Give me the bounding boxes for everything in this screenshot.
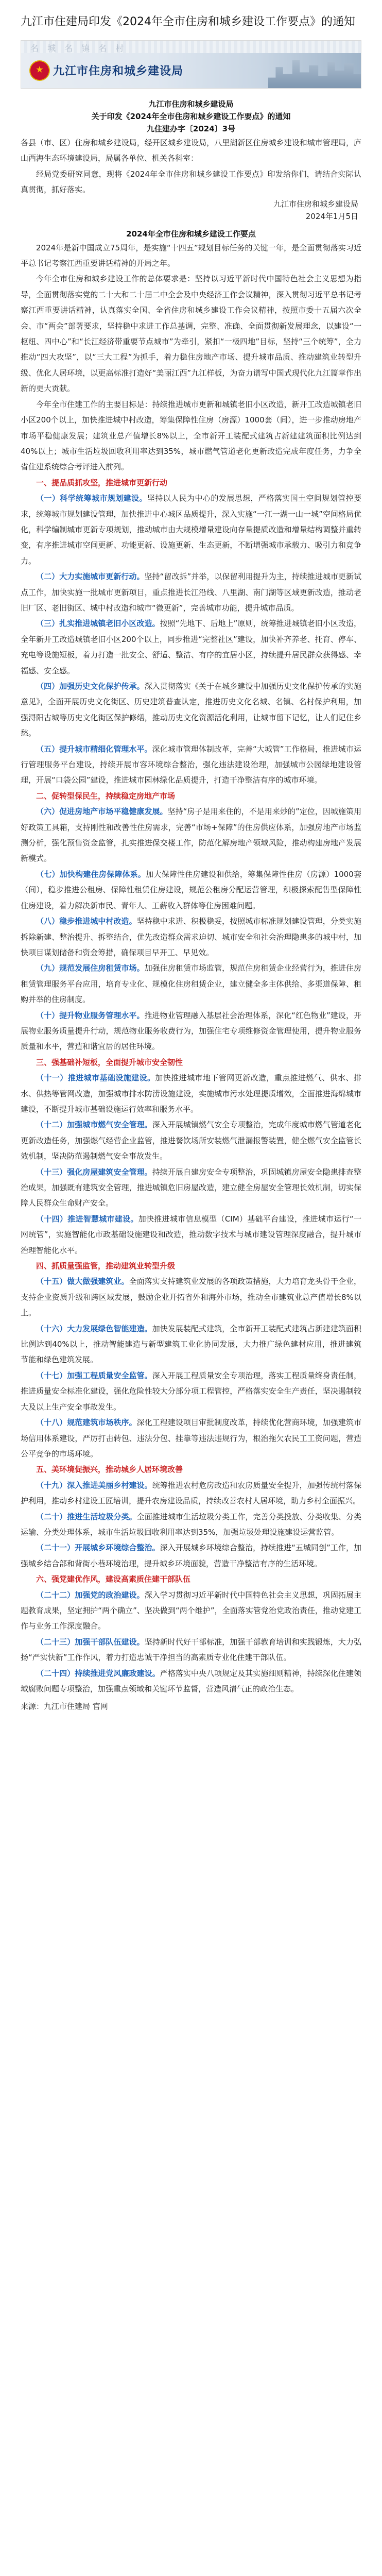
work-item-label: （十二）加强城市燃气安全管理。	[36, 1120, 152, 1130]
work-item-paragraph	[21, 1415, 361, 1462]
work-item-label: （二）大力实施城市更新行动。	[36, 572, 145, 582]
work-item-label: （二十一）开展城乡环境综合整治。	[36, 1543, 160, 1553]
work-item-text: 坚持稳中求进、积极稳妥，按照城市标准规划建设管理，分类实施拆除新建、整治提升、拆整结合，优先改造群众需求迫切、城市安全和社会治理隐患多的城中村，加快项目谋划储备和资金筹措，确保项目早开工、早见效。	[21, 917, 361, 957]
notice-doc-no: 九住建办字〔2024〕3号	[146, 124, 236, 133]
work-item-text: 按照“先地下、后地上”原则，统筹推进城镇老旧小区改造，全年新开工改造城镇老旧小区200个以上，同步推进“完整社区”建设，加快补齐养老、托育、停车、充电等设施短板，着力打造一批安全、舒适、整洁、有序的宜居小区，持续提升居民群众获得感、幸福感、安全感。	[21, 619, 361, 675]
section-heading: 三、强基础补短板，全面提升城市安全韧性	[36, 1057, 183, 1067]
banner-deco-text: 名 城 名 镇 名 村	[30, 43, 127, 53]
work-item-label: （十七）加强工程质量安全监管。	[36, 1370, 152, 1380]
work-item-paragraph	[21, 804, 361, 867]
notice-body: 经局党委研究同意，现将《2024年全市住房和城乡建设工作要点》印发给你们，请结合实际认真贯彻，抓好落实。	[21, 169, 361, 195]
work-item-paragraph	[21, 1478, 361, 1509]
section-heading: 四、抓质量强监管，推动建筑业转型升级	[36, 1261, 176, 1271]
work-item-label: （十六）大力发展绿色智能建造。	[36, 1324, 152, 1333]
work-item-paragraph	[21, 913, 361, 960]
document-body	[21, 40, 361, 1714]
work-item-paragraph	[21, 1587, 361, 1634]
work-item-paragraph	[21, 867, 361, 913]
intro-paragraph: 2024年是新中国成立75周年，是实施“十四五”规划目标任务的关键一年，是全面贯彻落实习近平总书记考察江西重要讲话精神的开局之年。	[21, 243, 361, 268]
notice-title: 关于印发《2024年全市住房和城乡建设工作要点》的通知	[91, 112, 291, 121]
work-item-text: 统筹推进农村危房改造和农房质量安全提升，加强传统村落保护利用，推动乡村建设工匠培训，提升农房建设品质，持续改善农村人居环境，助力乡村全面振兴。	[21, 1480, 361, 1506]
work-item-label: （二十四）持续推进党风廉政建设。	[36, 1668, 160, 1678]
work-item-label: （四）加强历史文化保护传承。	[36, 682, 145, 691]
work-item-paragraph	[21, 1368, 361, 1415]
work-item-text: 坚持新时代好干部标准，加强干部教育培训和实践锻炼，大力弘扬“严实快新”工作作风，着力打造忠诚干净担当的高素质专业化住建干部队伍。	[21, 1637, 361, 1663]
work-item-paragraph	[21, 616, 361, 679]
section-3-items	[21, 1070, 361, 1258]
work-item-text: 深入学习贯彻习近平新时代中国特色社会主义思想，巩固拓展主题教育成果，坚定拥护“两个确立”、坚决做到“两个维护”，全面落实管党治党政治责任，推动党建工作与业务工作深度融合。	[21, 1590, 361, 1631]
work-item-text: 深入开展工程质量安全专项治理，落实工程质量终身责任制，推进质量安全标准化建设，强化危险性较大分部分项工程管控，严格落实安全生产责任，坚决遏制较大及以上生产安全事故发生。	[21, 1370, 361, 1412]
section-4-items	[21, 1274, 361, 1462]
section-heading: 五、美环境促振兴，推动城乡人居环境改善	[36, 1465, 183, 1475]
work-item-text: 深入开展城镇燃气安全专项整治，完成年度城市燃气管道老化更新改造任务，加强燃气经营企业监管，推进餐饮场所安装燃气泄漏报警装置，健全燃气安全监管长效机制，坚决防范遏制燃气安全事故发生。	[21, 1120, 361, 1161]
work-item-paragraph	[21, 1321, 361, 1368]
work-item-paragraph	[21, 741, 361, 788]
section-1-items	[21, 490, 361, 788]
section-heading: 六、强党建优作风，建设高素质住建干部队伍	[36, 1574, 191, 1584]
work-item-paragraph	[21, 1634, 361, 1666]
section-6-items	[21, 1587, 361, 1697]
work-item-text: 坚持“留改拆”并举，以保留利用提升为主，持续推进城市更新试点工作，加快实施一批城市更新项目，重点推进长江沿线、八里湖、南门湖等区域更新改造，推动老旧厂区、老旧街区、城中村改造和城市“微更新”，完善城市功能，提升城市品质。	[21, 572, 361, 613]
work-item-label: （十五）做大做强建筑业。	[36, 1277, 129, 1286]
work-item-text: 持续开展自建房安全专项整治，巩固城镇房屋安全隐患排查整治成果，加强既有建筑安全管理，推进城镇危旧房屋改造，建立健全房屋安全管理长效机制，切实保障人民群众生命财产安全。	[21, 1167, 361, 1208]
section-5-items	[21, 1478, 361, 1571]
work-item-paragraph	[21, 1008, 361, 1055]
work-item-label: （八）稳步推进城中村改造。	[36, 917, 137, 926]
work-item-text: 加快发展装配式建筑，全市新开工装配式建筑占新建建筑面积比例达到40%以上，推动智能建造与新型建筑工业化协同发展，大力推广绿色建材应用，推进建筑节能和绿色建筑发展。	[21, 1324, 361, 1365]
work-item-label: （二十）推进生活垃圾分类。	[36, 1512, 137, 1521]
work-item-paragraph	[21, 960, 361, 1007]
points-title: 2024年全市住房和城乡建设工作要点	[126, 229, 256, 239]
section-heading: 一、提品质抓攻坚，推进城市更新行动	[36, 478, 168, 487]
notice-signer: 九江市住房和城乡建设局	[273, 199, 358, 209]
source-line: 来源：九江市住建局 官网	[21, 1702, 108, 1711]
work-item-text: 加大保障性住房建设和供给，筹集保障性住房（房源）1000套（间），稳步推进公租房、保障性租赁住房建设，规范公租房分配运营管理，积极探索配售型保障性住房建设，着力解决新市民、青年人、工薪收入群体等住房困难问题。	[21, 869, 361, 910]
national-emblem-icon	[29, 60, 50, 81]
work-item-text: 全面落实支持建筑业发展的各项政策措施，大力培育龙头骨干企业，支持企业资质升级和跨区域发展，鼓励企业开拓省外和海外市场，推动全市建筑业总产值增长8%以上。	[21, 1277, 361, 1318]
work-item-label: （十）提升物业服务管理水平。	[36, 1010, 145, 1020]
work-item-label: （五）提升城市精细化管理水平。	[36, 744, 152, 754]
work-item-paragraph	[21, 1070, 361, 1117]
work-item-label: （九）规范发展住房租赁市场。	[36, 963, 145, 973]
work-item-label: （十九）深入推进美丽乡村建设。	[36, 1480, 152, 1490]
work-item-label: （一）科学统筹城市规划建设。	[36, 494, 147, 503]
work-item-text: 严格落实中央八项规定及其实施细则精神，持续深化住建领域腐败问题专项整治，加强重点领域和关键环节监督，营造风清气正的政治生态。	[21, 1668, 361, 1693]
work-item-paragraph	[21, 1211, 361, 1258]
notice-date: 2024年1月5日	[305, 211, 358, 221]
work-item-paragraph	[21, 490, 361, 569]
work-item-text: 坚持“房子是用来住的，不是用来炒的”定位，因城施策用好政策工具箱，支持刚性和改善性住房需求，完善“市场+保障”的住房供应体系，加强房地产市场监测分析，强化预售资金监管，扎实推进保交楼工作，防范化解房地产领域风险，推动构建房地产发展新模式。	[21, 807, 361, 863]
work-item-label: （十四）推进智慧城市建设。	[36, 1214, 138, 1224]
banner-org-name: 九江市住房和城乡建设局	[53, 65, 184, 78]
work-item-paragraph	[21, 679, 361, 741]
work-item-label: （十一）推进城市基础设施建设。	[36, 1073, 155, 1083]
work-item-paragraph	[21, 1117, 361, 1164]
work-item-label: （七）加快构建住房保障体系。	[36, 869, 146, 879]
work-item-paragraph	[21, 1164, 361, 1211]
work-item-paragraph	[21, 1274, 361, 1320]
work-item-text: 加强住房租赁市场监管，规范住房租赁企业经营行为，推进住房租赁管理服务平台应用，培育专业化、规模化住房租赁企业，建立健全多主体供给、多渠道保障、租购并举的住房制度。	[21, 963, 361, 1005]
article-title: 九江市住建局印发《2024年全市住房和城乡建设工作要点》的通知	[21, 15, 355, 28]
work-item-label: （十八）规范建筑市场秩序。	[36, 1418, 137, 1428]
notice-org: 九江市住房和城乡建设局	[148, 99, 234, 109]
work-item-text: 深入开展城乡环境综合整治，持续推进“五城同创”工作，加强城乡结合部和背街小巷环境治理，提升城乡环境面貌，营造干净整洁有序的生活环境。	[21, 1543, 361, 1568]
intro-paragraph: 今年全市住房和城乡建设工作的总体要求是：坚持以习近平新时代中国特色社会主义思想为指导，全面贯彻落实党的二十大和二十届二中全会及中央经济工作会议精神，深入贯彻习近平总书记考察江西重要讲话精神，认真落实全国、全省住房和城乡建设工作会议精神，按照市委十五届六次全会、市“两会”部署要求，坚持稳中求进工作总基调，完整、准确、全面贯彻新发展理念，以建设“一枢纽、四中心”和“长江经济带重要节点城市”为牵引，紧扣“一极四地”目标，坚持“三个统筹”，全力推动“四大攻坚”，以“三大工程”为抓手，着力稳住房地产市场、提升城市品质、推动建筑业转型升级、优化人居环境，以更高标准打造好“美丽江西”九江样板，为奋力谱写中国式现代化九江篇章作出新的更大贡献。	[21, 274, 361, 394]
section-heading: 二、促转型保民生，持续稳定房地产市场	[36, 791, 176, 801]
work-item-label: （十三）强化房屋建筑安全管理。	[36, 1167, 152, 1177]
work-item-text: 坚持以人民为中心的发展思想，严格落实国土空间规划管控要求，统筹城市规划建设管理，加快推进中心城区品质提升，深入实施“一江一湖一山一城”空间格局优化，科学编制城市更新专项规划，推动城市由大规模增量建设向存量提质改造和增量结构调整并重转变，有序推进城市空间更新、功能更新、设施更新、生态更新，不断增强城市承载力、吸引力和竞争力。	[21, 494, 361, 566]
work-item-text: 加快推进城市信息模型（CIM）基础平台建设，推进城市运行“一网统管”，实施智能化市政基础设施建设和改造，推动数字技术与城市建设管理深度融合，提升城市治理智能化水平。	[21, 1214, 361, 1255]
work-item-paragraph	[21, 1666, 361, 1697]
header-banner	[21, 40, 361, 89]
work-item-label: （三）扎实推进城镇老旧小区改造。	[36, 619, 160, 629]
notice-addressee: 各县（市、区）住房和城乡建设局，经开区城乡建设局，八里湖新区住房城乡建设和城市管理局，庐山西海生态环境建设局，局属各单位、机关各科室：	[21, 138, 361, 163]
work-item-paragraph	[21, 569, 361, 616]
work-item-text: 全面推进城市生活垃圾分类工作，完善分类投放、分类收集、分类运输、分类处理体系，城市生活垃圾回收利用率达到35%，加强垃圾处理设施建设运营监管。	[21, 1512, 361, 1537]
section-2-items	[21, 804, 361, 1055]
work-item-text: 深化工程建设项目审批制度改革，持续优化营商环境，加强建筑市场信用体系建设，严厉打击转包、违法分包、挂靠等违法违规行为，根治拖欠农民工工资问题，营造公平竞争的市场环境。	[21, 1418, 361, 1459]
work-item-text: 深入贯彻落实《关于在城乡建设中加强历史文化保护传承的实施意见》，全面开展历史文化街区、历史建筑普查认定，推进历史文化名城、名镇、名村保护利用，加强浔阳古城等历史文化街区保护修缮，推动历史文化资源活化利用，让城市留下记忆，让人们记住乡愁。	[21, 682, 361, 738]
city-skyline-image	[268, 53, 361, 88]
work-item-paragraph	[21, 1509, 361, 1540]
work-item-text: 加快推进城市地下管网更新改造，重点推进燃气、供水、排水、供热等管网改造，加强城市排水防涝设施建设，实施城市污水处理提质增效，全面推进海绵城市建设，不断提升城市基础设施运行效率和服务水平。	[21, 1073, 361, 1114]
work-item-label: （二十三）加强干部队伍建设。	[36, 1637, 145, 1647]
work-item-label: （六）促进房地产市场平稳健康发展。	[36, 807, 168, 817]
work-item-text: 深化城市管理体制改革，完善“大城管”工作格局，推进城市运行管理服务平台建设，持续开展市容环境综合整治，强化违法建设治理，加强城市公园绿地建设管理，开展“口袋公园”建设，推进城市园林绿化品质提升，打造干净整洁有序的城市环境。	[21, 744, 361, 785]
work-item-text: 推进物业管理融入基层社会治理体系，深化“红色物业”建设，开展物业服务质量提升行动，规范物业服务收费行为，加强住宅专项维修资金管理使用，提升物业服务质量和水平，营造和谐宜居的居住环境。	[21, 1010, 361, 1052]
intro-paragraph: 今年全市住建工作的主要目标是：持续推进城市更新和城镇老旧小区改造，新开工改造城镇老旧小区200个以上，加快推进城中村改造，筹集保障性住房（房源）1000套（间），进一步推动房地产市场平稳健康发展；建筑业总产值增长8%以上，全市新开工装配式建筑占新建建筑面积比例达到40%以上；城市生活垃圾回收利用率达到35%，城市燃气管道老化更新改造完成年度任务，力争全省住建系统综合考评进入前列。	[21, 399, 361, 472]
work-item-label: （二十二）加强党的政治建设。	[36, 1590, 145, 1600]
work-item-paragraph	[21, 1540, 361, 1571]
